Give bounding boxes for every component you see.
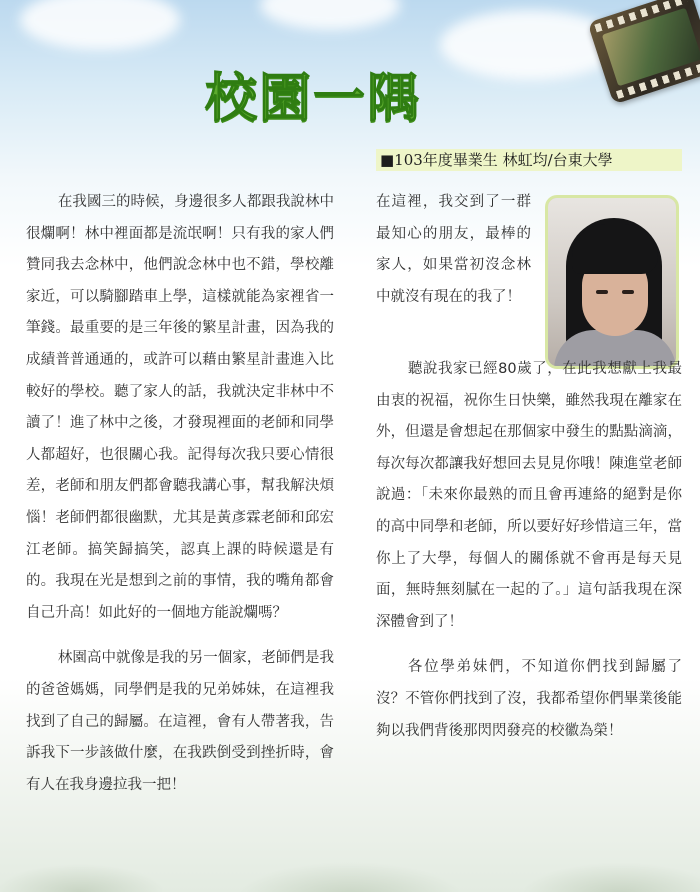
- left-paragraph-2: 林園高中就像是我的另一個家，老師們是我的爸爸媽媽，同學們是我的兄弟姊妹，在這裡我找到了自己的歸屬。在這裡，會有人帶著我，告訴我下一步該做什麼，在我跌倒受到挫折時，會有人在我身邊拉我一把！: [26, 650, 334, 793]
- sky-cloud: [20, 0, 180, 50]
- page-title: 校園一隅: [205, 69, 422, 129]
- right-paragraph-2: 各位學弟妹們，不知道你們找到歸屬了沒？不管你們找到了沒，我都希望你們畢業後能夠以我們背後那閃閃發亮的校徽為榮！: [376, 659, 682, 739]
- left-paragraph-1: 在我國三的時候，身邊很多人都跟我說林中很爛啊！林中裡面都是流氓啊！只有我的家人們贊同我去念林中，他們說念林中也不錯，學校離家近，可以騎腳踏車上學，這樣就能為家裡省一筆錢。最重要的是三年後的繁星計畫，因為我的成績普普通通的，或許可以藉由繁星計畫進入比較好的學校。聽了家人的話，我就決定非林中不讀了！進了林中之後，才發現裡面的老師和同學人都超好，也很關心我。記得每次我只要心情很差，老師和朋友們都會聽我講心事，幫我解決煩惱！老師們都很幽默，尤其是黃彥霖老師和邱宏江老師。搞笑歸搞笑，認真上課的時候還是有的。我現在光是想到之前的事情，我的嘴角都會自己升高！如此好的一個地方能說爛嗎？: [26, 194, 334, 621]
- left-column: [26, 187, 334, 801]
- author-byline: ■103年度畢業生 林虹均/台東大學: [376, 149, 682, 171]
- right-column-top: [376, 187, 531, 313]
- sky-cloud: [260, 0, 400, 30]
- film-reel-decoration: [587, 0, 700, 105]
- right-column-bottom: [376, 354, 682, 747]
- tree-silhouette-decoration: [0, 802, 700, 892]
- author-photo: [545, 195, 679, 369]
- right-paragraph-1: 聽說我家已經80歲了，在此我想獻上我最由衷的祝福，祝你生日快樂，雖然我現在離家在外，但還是會想起在那個家中發生的點點滴滴，每次每次都讓我好想回去見見你哦！陳進堂老師說過：「未來你最熟的而且會再連絡的絕對是你的高中同學和老師，所以要好好珍惜這三年，當你上了大學，每個人的關係就不會再是每天見面，無時無刻膩在一起的了。」這句話我現在深深體會到了！: [376, 361, 682, 630]
- right-paragraph-intro: 在這裡，我交到了一群最知心的朋友，最棒的家人，如果當初沒念林中就沒有現在的我了！: [376, 194, 531, 305]
